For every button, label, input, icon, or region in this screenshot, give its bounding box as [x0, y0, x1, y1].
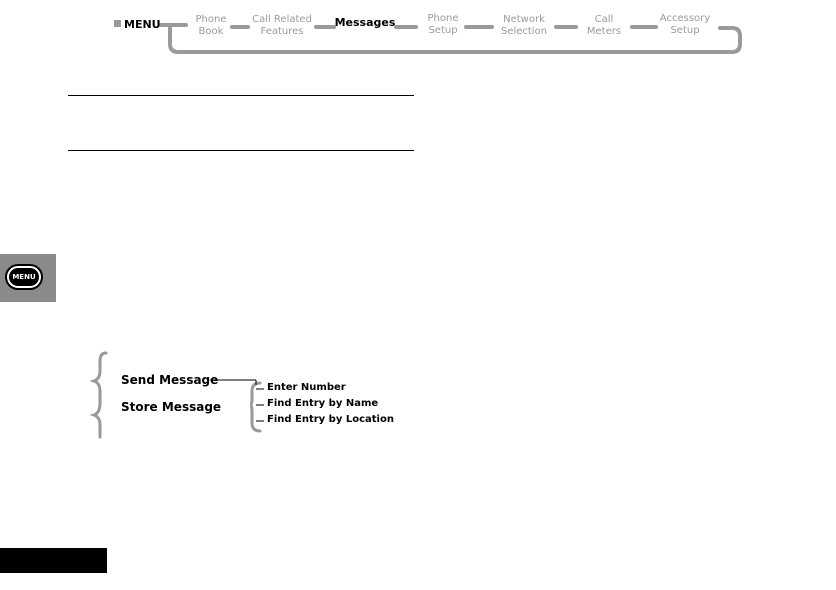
menu-tree-diagram	[90, 345, 410, 445]
tree-sub-find-by-name: Find Entry by Name	[267, 398, 379, 409]
menu-key-label: MENU	[9, 268, 39, 286]
section-side-tab	[0, 254, 56, 302]
tree-option-store-message: Store Message	[121, 400, 222, 414]
nav-item-messages: Messages	[334, 16, 396, 29]
tree-option-send-message: Send Message	[121, 373, 219, 387]
tree-sub-enter-number: Enter Number	[267, 382, 346, 393]
nav-item-call-meters: Call Meters	[586, 14, 622, 37]
tree-sub-find-by-location: Find Entry by Location	[267, 414, 394, 425]
nav-item-phone-setup: Phone Setup	[427, 13, 459, 36]
bottom-rule	[68, 150, 414, 151]
nav-menu-label: MENU	[114, 18, 161, 31]
square-bullet-icon	[114, 20, 121, 27]
top-rule	[68, 95, 414, 96]
nav-item-phone-book: Phone Book	[195, 14, 227, 37]
nav-item-network-selection: Network Selection	[500, 14, 548, 37]
menu-key-icon	[5, 264, 43, 290]
footer-page-bar	[0, 548, 107, 573]
nav-item-call-related-features: Call Related Features	[252, 14, 312, 37]
nav-item-accessory-setup: Accessory Setup	[659, 13, 711, 36]
